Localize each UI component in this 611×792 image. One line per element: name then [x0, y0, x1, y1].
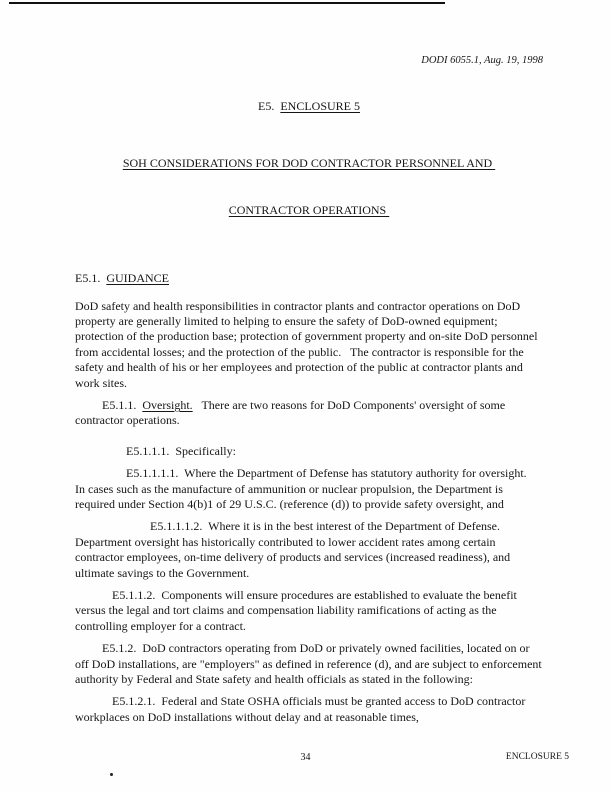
paragraph-e5-1-1-1: E5.1.1.1. Specifically:	[126, 443, 236, 458]
scan-artifact-line	[9, 2, 445, 4]
footer-enclosure-label: ENCLOSURE 5	[505, 752, 569, 762]
paragraph-text: There are two reasons for DoD Components' oversight of some contractor operations.	[75, 397, 509, 428]
paragraph-e5-1-2-1: E5.1.2.1. Federal and State OSHA officials must be granted access to DoD contractor workplaces on DoD installations without delay and at reasonable times,	[75, 694, 529, 724]
document-title-line2: CONTRACTOR OPERATIONS	[228, 202, 390, 217]
section-heading-guidance	[75, 271, 543, 287]
scan-artifact-dot	[110, 773, 113, 776]
page-number: 34	[300, 752, 311, 763]
document-title-line1: SOH CONSIDERATIONS FOR DOD CONTRACTOR PERSONNEL AND	[122, 156, 496, 170]
paragraph-e5-1-1-1-1: E5.1.1.1.1. Where the Department of Defense has statutory authority for oversight. In cases such as the manufacture of ammunition or nuclear propulsion, the Department is required under Section 4(b)1 of 29 U.S.C. (reference (d)) to provide safety oversight, and	[75, 466, 536, 511]
paragraph-e5-1-1	[75, 398, 543, 429]
enclosure-title	[75, 99, 543, 114]
section-number: E5.1.	[75, 271, 107, 285]
enclosure-number: E5.	[257, 99, 281, 113]
enclosure-label: ENCLOSURE 5	[280, 99, 360, 113]
document-title	[75, 125, 543, 249]
paragraph-guidance-body: DoD safety and health responsibilities in contractor plants and contractor operations on DoD property are generally limited to helping to ensure the safety of DoD-owned equipment; protection of the production base; protection of government property and on-site DoD personnel from accidental losses; and the protection of the public. The contractor is responsible for the safety and health of his or her employees and protection of the public at contractor plants and work sites.	[75, 298, 541, 390]
paragraph-e5-1-1-2: E5.1.1.2. Components will ensure procedures are established to evaluate the benefit versus the legal and tort claims and compensation liability ramifications of acting as the controlling employer for a contract.	[75, 588, 520, 633]
document-citation: DODI 6055.1, Aug. 19, 1998	[421, 55, 543, 66]
section-label: GUIDANCE	[106, 271, 170, 285]
underlined-term-oversight: Oversight.	[142, 397, 193, 412]
paragraph-e5-1-1-1-2: E5.1.1.1.2. Where it is in the best interest of the Department of Defense. Department oversight has historically contributed to lower accident rates among certain contractor employees, on-time delivery of products and services (increased readiness), and ultimate savings to the Government.	[75, 519, 514, 580]
paragraph-number: E5.1.1.	[102, 397, 143, 412]
paragraph-e5-1-2: E5.1.2. DoD contractors operating from DoD or privately owned facilities, located on or off DoD installations, are "employers" as defined in reference (d), and are subject to enforcement authority by Federal and State safety and health officials as stated in the following:	[75, 641, 545, 687]
page-content	[75, 54, 543, 725]
page-footer	[0, 751, 611, 765]
